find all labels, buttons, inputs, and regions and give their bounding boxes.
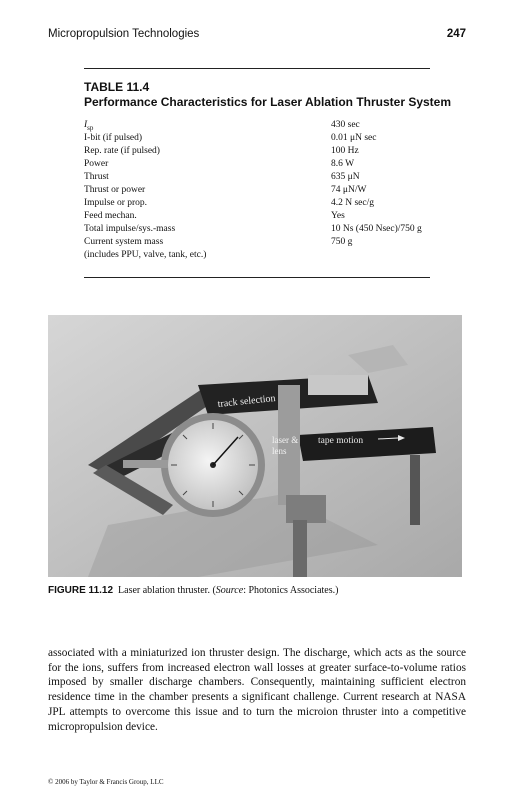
table-caption: Performance Characteristics for Laser Ablation Thruster System: [84, 95, 452, 109]
thruster-photo: [48, 315, 462, 577]
table-param: I-bit (if pulsed): [84, 133, 143, 143]
table-row: [84, 171, 430, 184]
table-value: Yes: [331, 211, 345, 221]
table-param: Power: [84, 159, 109, 169]
table-label: TABLE 11.4: [84, 80, 150, 94]
copyright-notice: © 2006 by Taylor & Francis Group, LLC: [48, 778, 164, 786]
table-row: [84, 249, 430, 262]
tape-motion-label: tape motion: [318, 436, 364, 446]
table-param: Rep. rate (if pulsed): [84, 146, 160, 156]
table-row: [84, 145, 430, 158]
figure-caption-end: : Photonics Associates.): [243, 585, 339, 596]
table-value: 100 Hz: [331, 146, 359, 156]
thruster-photo-illustration: [48, 315, 462, 577]
table-value: 74 μN/W: [331, 185, 367, 195]
table-row: [84, 158, 430, 171]
table-bottom-rule: [84, 277, 430, 278]
laser-lens-label: laser &: [272, 435, 299, 445]
table-row: [84, 197, 430, 210]
table-value: 4.2 N sec/g: [331, 198, 375, 208]
running-title: Micropropulsion Technologies: [48, 28, 200, 40]
table-row: [84, 223, 430, 236]
figure-caption-source: Source: [215, 585, 244, 596]
performance-table: [84, 119, 430, 262]
table-row: [84, 184, 430, 197]
table-row: [84, 210, 430, 223]
table-value: 10 Ns (450 Nsec)/750 g: [331, 224, 422, 234]
table-row: [84, 132, 430, 145]
table-param: Impulse or prop.: [84, 198, 148, 208]
table-value: 0.01 μN sec: [331, 133, 377, 143]
table-param: $I_{sp}$: [84, 120, 94, 132]
table-param: Thrust or power: [84, 185, 146, 195]
body-paragraph: associated with a miniaturized ion thruster design. The discharge, which acts as the source for the ions, suffers from increased electron wall losses at greater surface-to-volume ratios imposed by smaller discharge chambers. Consequently, maintaining sufficient electron residence time in the chamber presents a significant challenge. Current research at NASA JPL attempts to overcome this issue and to turn the microion thruster into a competitive micropropulsion device.: [48, 647, 466, 733]
table-row: [84, 236, 430, 249]
figure-caption: [48, 585, 338, 596]
track-selection-label: track selection: [217, 392, 277, 410]
figure-label: FIGURE 11.12: [48, 585, 114, 596]
table-param: Feed mechan.: [84, 211, 137, 221]
table-param: (includes PPU, valve, tank, etc.): [84, 250, 207, 260]
table-value: 750 g: [331, 237, 353, 247]
figure-caption-text: Laser ablation thruster. (: [118, 585, 216, 596]
table-value: 430 sec: [331, 120, 360, 130]
table-value: 635 μN: [331, 172, 360, 182]
table-param: Total impulse/sys.-mass: [84, 224, 176, 234]
laser-lens-label: lens: [272, 446, 287, 456]
table-top-rule: [84, 68, 430, 69]
table-row: [84, 119, 430, 132]
running-head: [48, 28, 466, 40]
table-param: Thrust: [84, 172, 109, 182]
table-value: 8.6 W: [331, 159, 355, 169]
page-number: 247: [446, 28, 466, 40]
table-param: Current system mass: [84, 237, 164, 247]
